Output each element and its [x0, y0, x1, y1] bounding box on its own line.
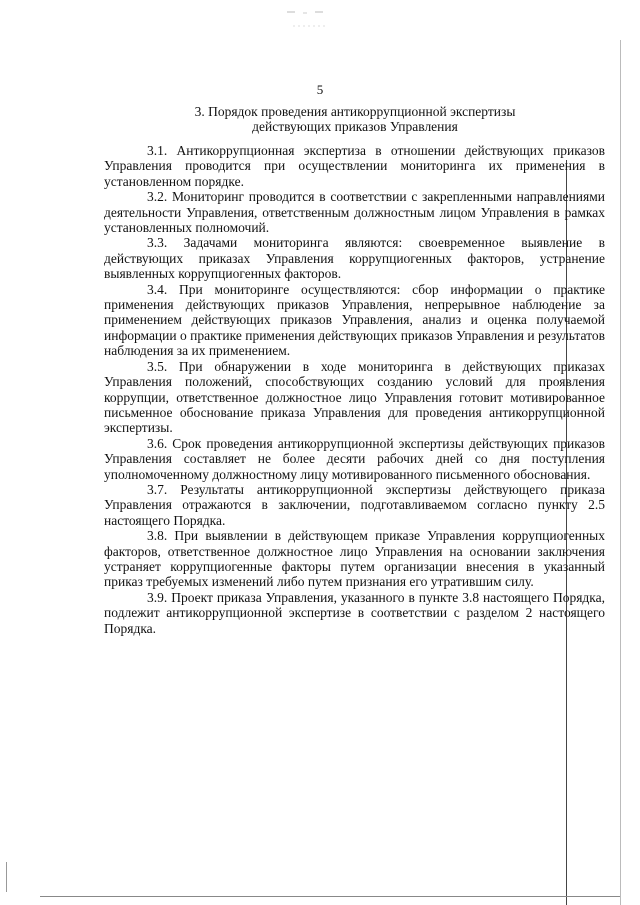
paragraph-3-6: 3.6. Срок проведения антикоррупционной экспертизы действующих приказов Управления составляет не более десяти рабочих дней со дня поступления уполномоченному должностному лицу мотивированного письменного обоснования.: [104, 435, 605, 482]
paragraph-3-4: 3.4. При мониторинге осуществляются: сбор информации о практике применения действующих приказов Управления, непрерывное наблюдение за применением действующих приказов Управления, анализ и оценка получаемой информации о практике применения действующих приказов Управления и результатов наблюдения за их применением.: [104, 281, 605, 359]
paragraph-3-3: 3.3. Задачами мониторинга являются: своевременное выявление в действующих приказах Управления коррупциогенных факторов, устранение выявленных коррупциогенных факторов.: [104, 235, 605, 282]
page-number: 5: [316, 82, 324, 97]
scan-artifact-top: [285, 8, 345, 30]
section-title-line-2: действующих приказов Управления: [252, 119, 458, 134]
paragraph-3-5: 3.5. При обнаружении в ходе мониторинга в действующих приказах Управления положений, способствующих созданию условий для проявления коррупции, ответственное должностное лицо Управления готовит мотивированное письменное обоснование приказа Управления для проведения антикоррупционной экспертизы.: [104, 358, 605, 436]
paragraph-3-1: 3.1. Антикоррупционная экспертиза в отношении действующих приказов Управления проводится при осуществлении мониторинга их применения в установленном порядке.: [104, 143, 605, 189]
paragraph-3-2: 3.2. Мониторинг проводится в соответствии с закрепленными направлениями деятельности Управления, ответственным должностным лицом Управления в рамках установленных полномочий.: [104, 189, 605, 236]
scan-artifact-left: [6, 862, 7, 892]
section-title: [80, 104, 630, 134]
paragraph-3-8: 3.8. При выявлении в действующем приказе Управления коррупциогенных факторов, ответственное должностное лицо Управления на основании заключения устраняет коррупциогенные факторы путем организации внесения в указанный приказ требуемых изменений либо путем признания его утратившим силу.: [104, 528, 605, 590]
section-title-line-1: 3. Порядок проведения антикоррупционной экспертизы: [194, 104, 516, 119]
document-body: [104, 143, 605, 636]
scan-artifact-edge: [620, 40, 621, 905]
scan-artifact-bottom: [40, 896, 620, 897]
paragraph-3-7: 3.7. Результаты антикоррупционной экспертизы действующего приказа Управления отражаются в заключении, подготавливаемом согласно пункту 2.5 настоящего Порядка.: [104, 481, 605, 528]
paragraph-3-9: 3.9. Проект приказа Управления, указанного в пункте 3.8 настоящего Порядка, подлежит антикоррупционной экспертизе в соответствии с разделом 2 настоящего Порядка.: [104, 589, 605, 636]
